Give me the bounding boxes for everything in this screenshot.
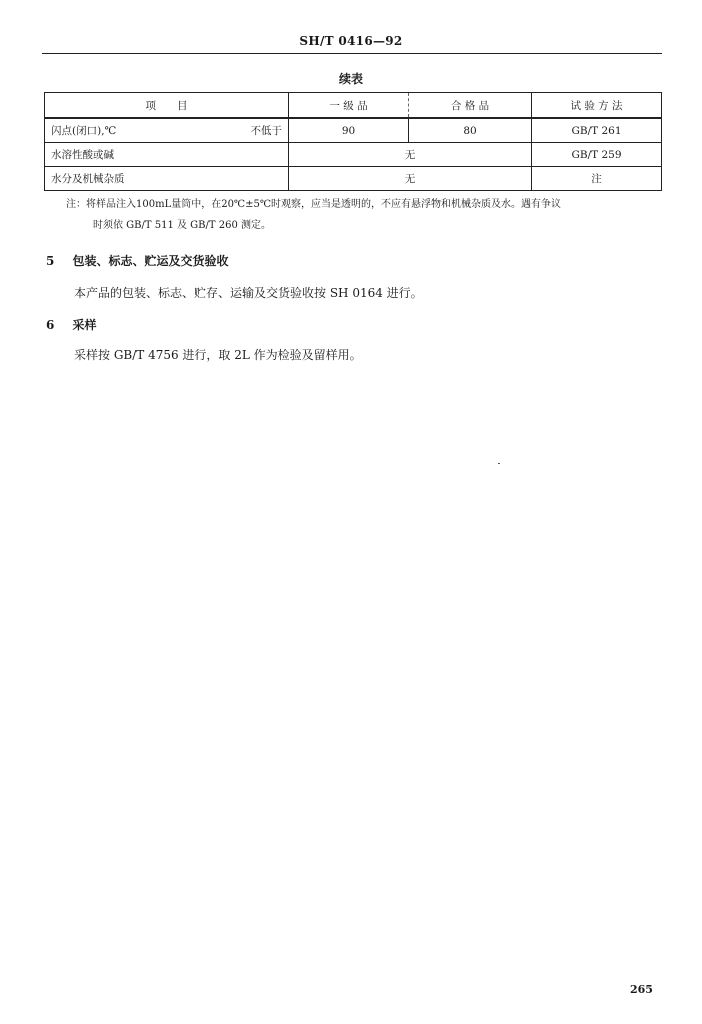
table-row xyxy=(45,118,662,143)
section-5-number: 5 xyxy=(46,254,55,268)
table-note-line2: 时须依 GB/T 511 及 GB/T 260 测定。 xyxy=(93,220,271,231)
table-row xyxy=(45,167,662,191)
header-rule xyxy=(42,53,662,54)
row-merged-value: 无 xyxy=(289,143,532,167)
section-5-body: 本产品的包装、标志、贮存、运输及交货验收按 SH 0164 进行。 xyxy=(74,286,423,300)
row-qualified-value: 80 xyxy=(409,118,532,143)
scan-speck xyxy=(498,463,500,464)
row-method: GB/T 259 xyxy=(532,143,662,167)
section-6-title: 采样 xyxy=(72,318,97,332)
header-item: 项 目 xyxy=(45,93,289,119)
page-number: 265 xyxy=(630,983,653,996)
section-6-number: 6 xyxy=(46,318,55,332)
table-note-line1: 注：将样品注入100mL量筒中，在20℃±5℃时观察，应当是透明的，不应有悬浮物和机械杂质及水。遇有争议 xyxy=(66,199,562,210)
section-5-title: 包装、标志、贮运及交货验收 xyxy=(72,254,229,268)
table-row xyxy=(45,143,662,167)
row-item-label: 水溶性酸或碱 xyxy=(45,143,289,167)
header-method: 试 验 方 法 xyxy=(532,93,662,119)
section-6-body: 采样按 GB/T 4756 进行，取 2L 作为检验及留样用。 xyxy=(74,348,362,362)
row-method: 注 xyxy=(532,167,662,191)
row-item-label: 闪点(闭口),℃ xyxy=(51,125,117,137)
row-item-cell xyxy=(45,118,289,143)
header-grade1: 一 级 品 xyxy=(289,93,409,119)
row-grade1-value: 90 xyxy=(289,118,409,143)
row-method: GB/T 261 xyxy=(532,118,662,143)
row-item-qualifier: 不低于 xyxy=(250,125,282,137)
table-note xyxy=(66,194,662,236)
section-6-heading xyxy=(46,316,97,333)
section-5-heading xyxy=(46,252,229,269)
row-item-label: 水分及机械杂质 xyxy=(45,167,289,191)
spec-table xyxy=(44,92,662,191)
row-merged-value: 无 xyxy=(289,167,532,191)
table-header-row xyxy=(45,93,662,119)
table-caption: 续表 xyxy=(338,72,363,86)
header-qualified: 合 格 品 xyxy=(409,93,532,119)
document-header: SH/T 0416—92 xyxy=(299,34,403,48)
